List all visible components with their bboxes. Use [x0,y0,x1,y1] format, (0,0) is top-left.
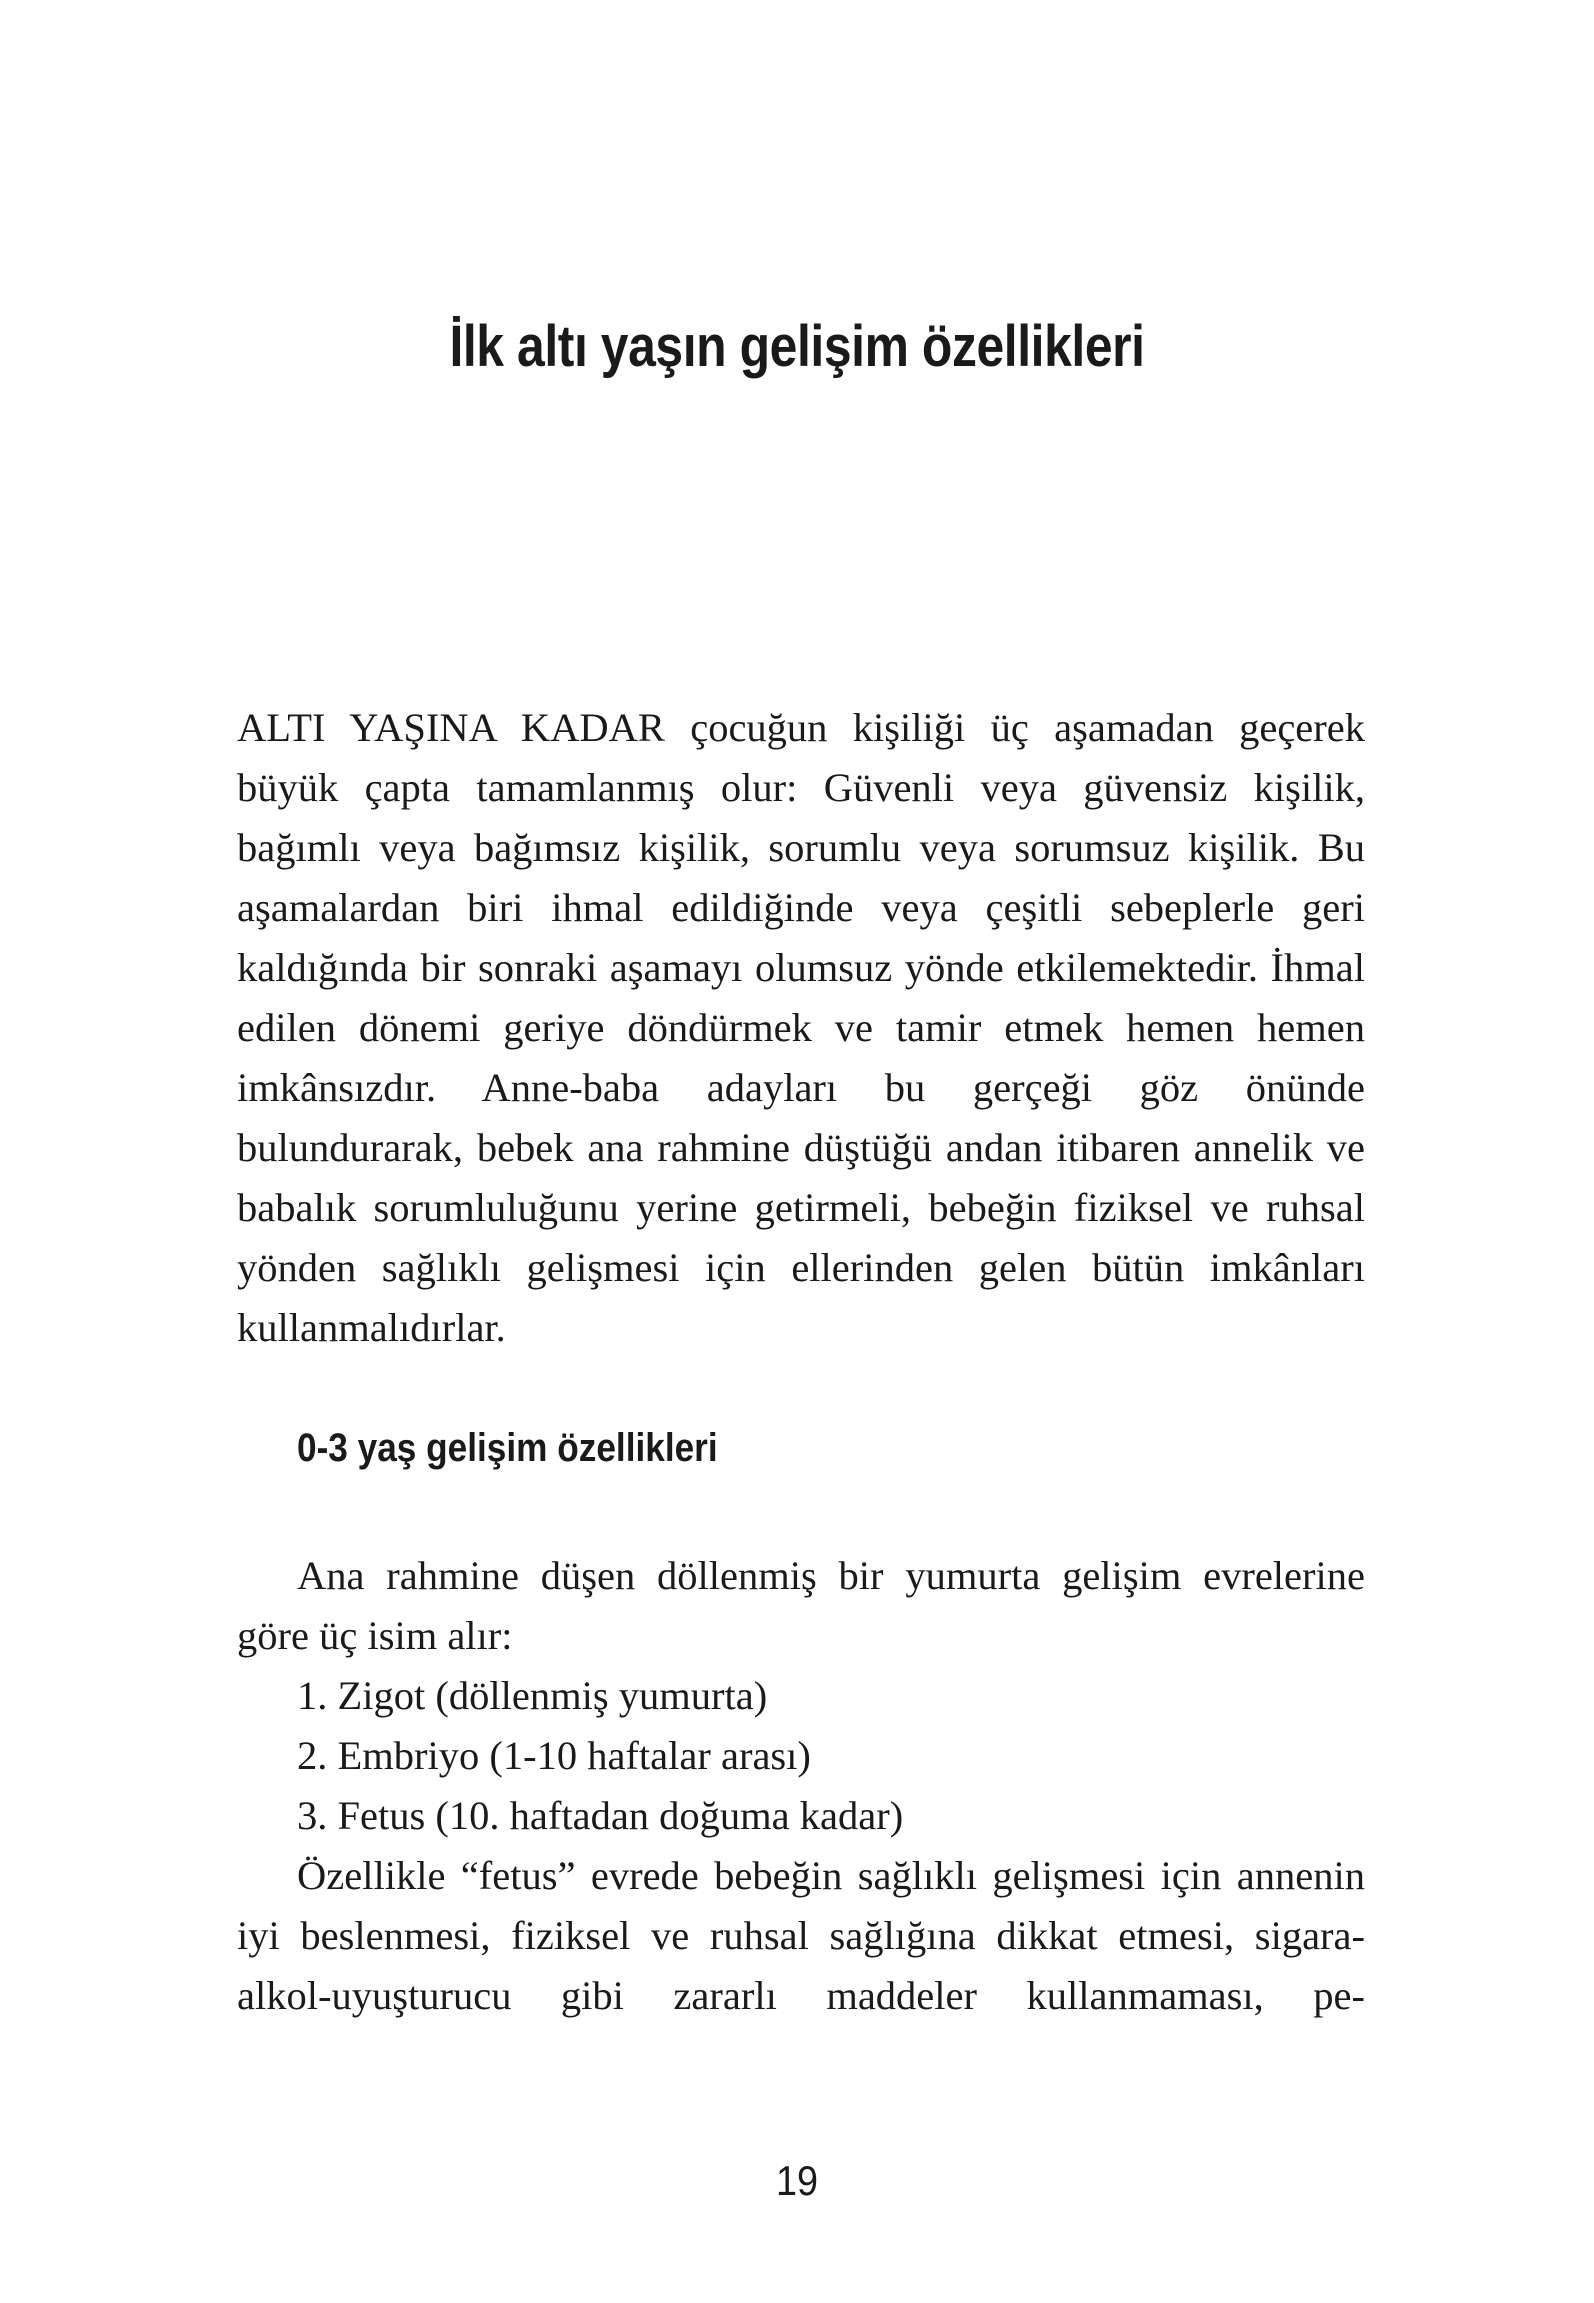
lead-paragraph: Ana rahmine düşen döllenmiş bir yumurta gelişim evrelerine göre üç isim alır: [237,1553,1365,1658]
list-item: 3. Fetus (10. haftadan doğuma kadar) [297,1793,904,1838]
closing-paragraph: Özellikle “fetus” evrede bebeğin sağlıklı gelişmesi için annenin iyi beslenmesi, fiziksel ve ruhsal sağlığına dikkat etmesi, sigara-alkol-uyuşturucu gibi zararlı maddeler kullanmaması, pe- [237,1853,1365,2018]
list-item: 1. Zigot (döllenmiş yumurta) [297,1673,768,1718]
chapter-title: İlk altı yaşın gelişim özellikleri [449,314,1145,379]
section-body [237,1546,1365,2026]
page-number: 19 [775,2157,819,2204]
intro-section [237,698,1365,1358]
list-item: 2. Embriyo (1-10 haftalar arası) [297,1733,811,1778]
intro-paragraph: ALTI YAŞINA KADAR çocuğun kişiliği üç aşamadan geçerek büyük çapta tamamlanmış olur: Güvenli veya güvensiz kişilik, bağımlı veya bağımsız kişilik, sorumlu veya sorumsuz kişilik. Bu aşamalardan biri ihmal edildiğinde veya çeşitli sebeplerle geri kaldığında bir sonraki aşamayı olumsuz yönde etkilemektedir. İhmal edilen dönemi geriye döndürmek ve tamir etmek hemen hemen imkânsızdır. Anne-baba adayları bu gerçeği göz önünde bulundurarak, bebek ana rahmine düştüğü andan itibaren annelik ve babalık sorumluluğunu yerine getirmeli, bebeğin fiziksel ve ruhsal yönden sağlıklı gelişmesi için ellerinden gelen bütün imkânları kullanmalıdırlar. [237,705,1365,1350]
section-heading: 0-3 yaş gelişim özellikleri [297,1426,718,1470]
